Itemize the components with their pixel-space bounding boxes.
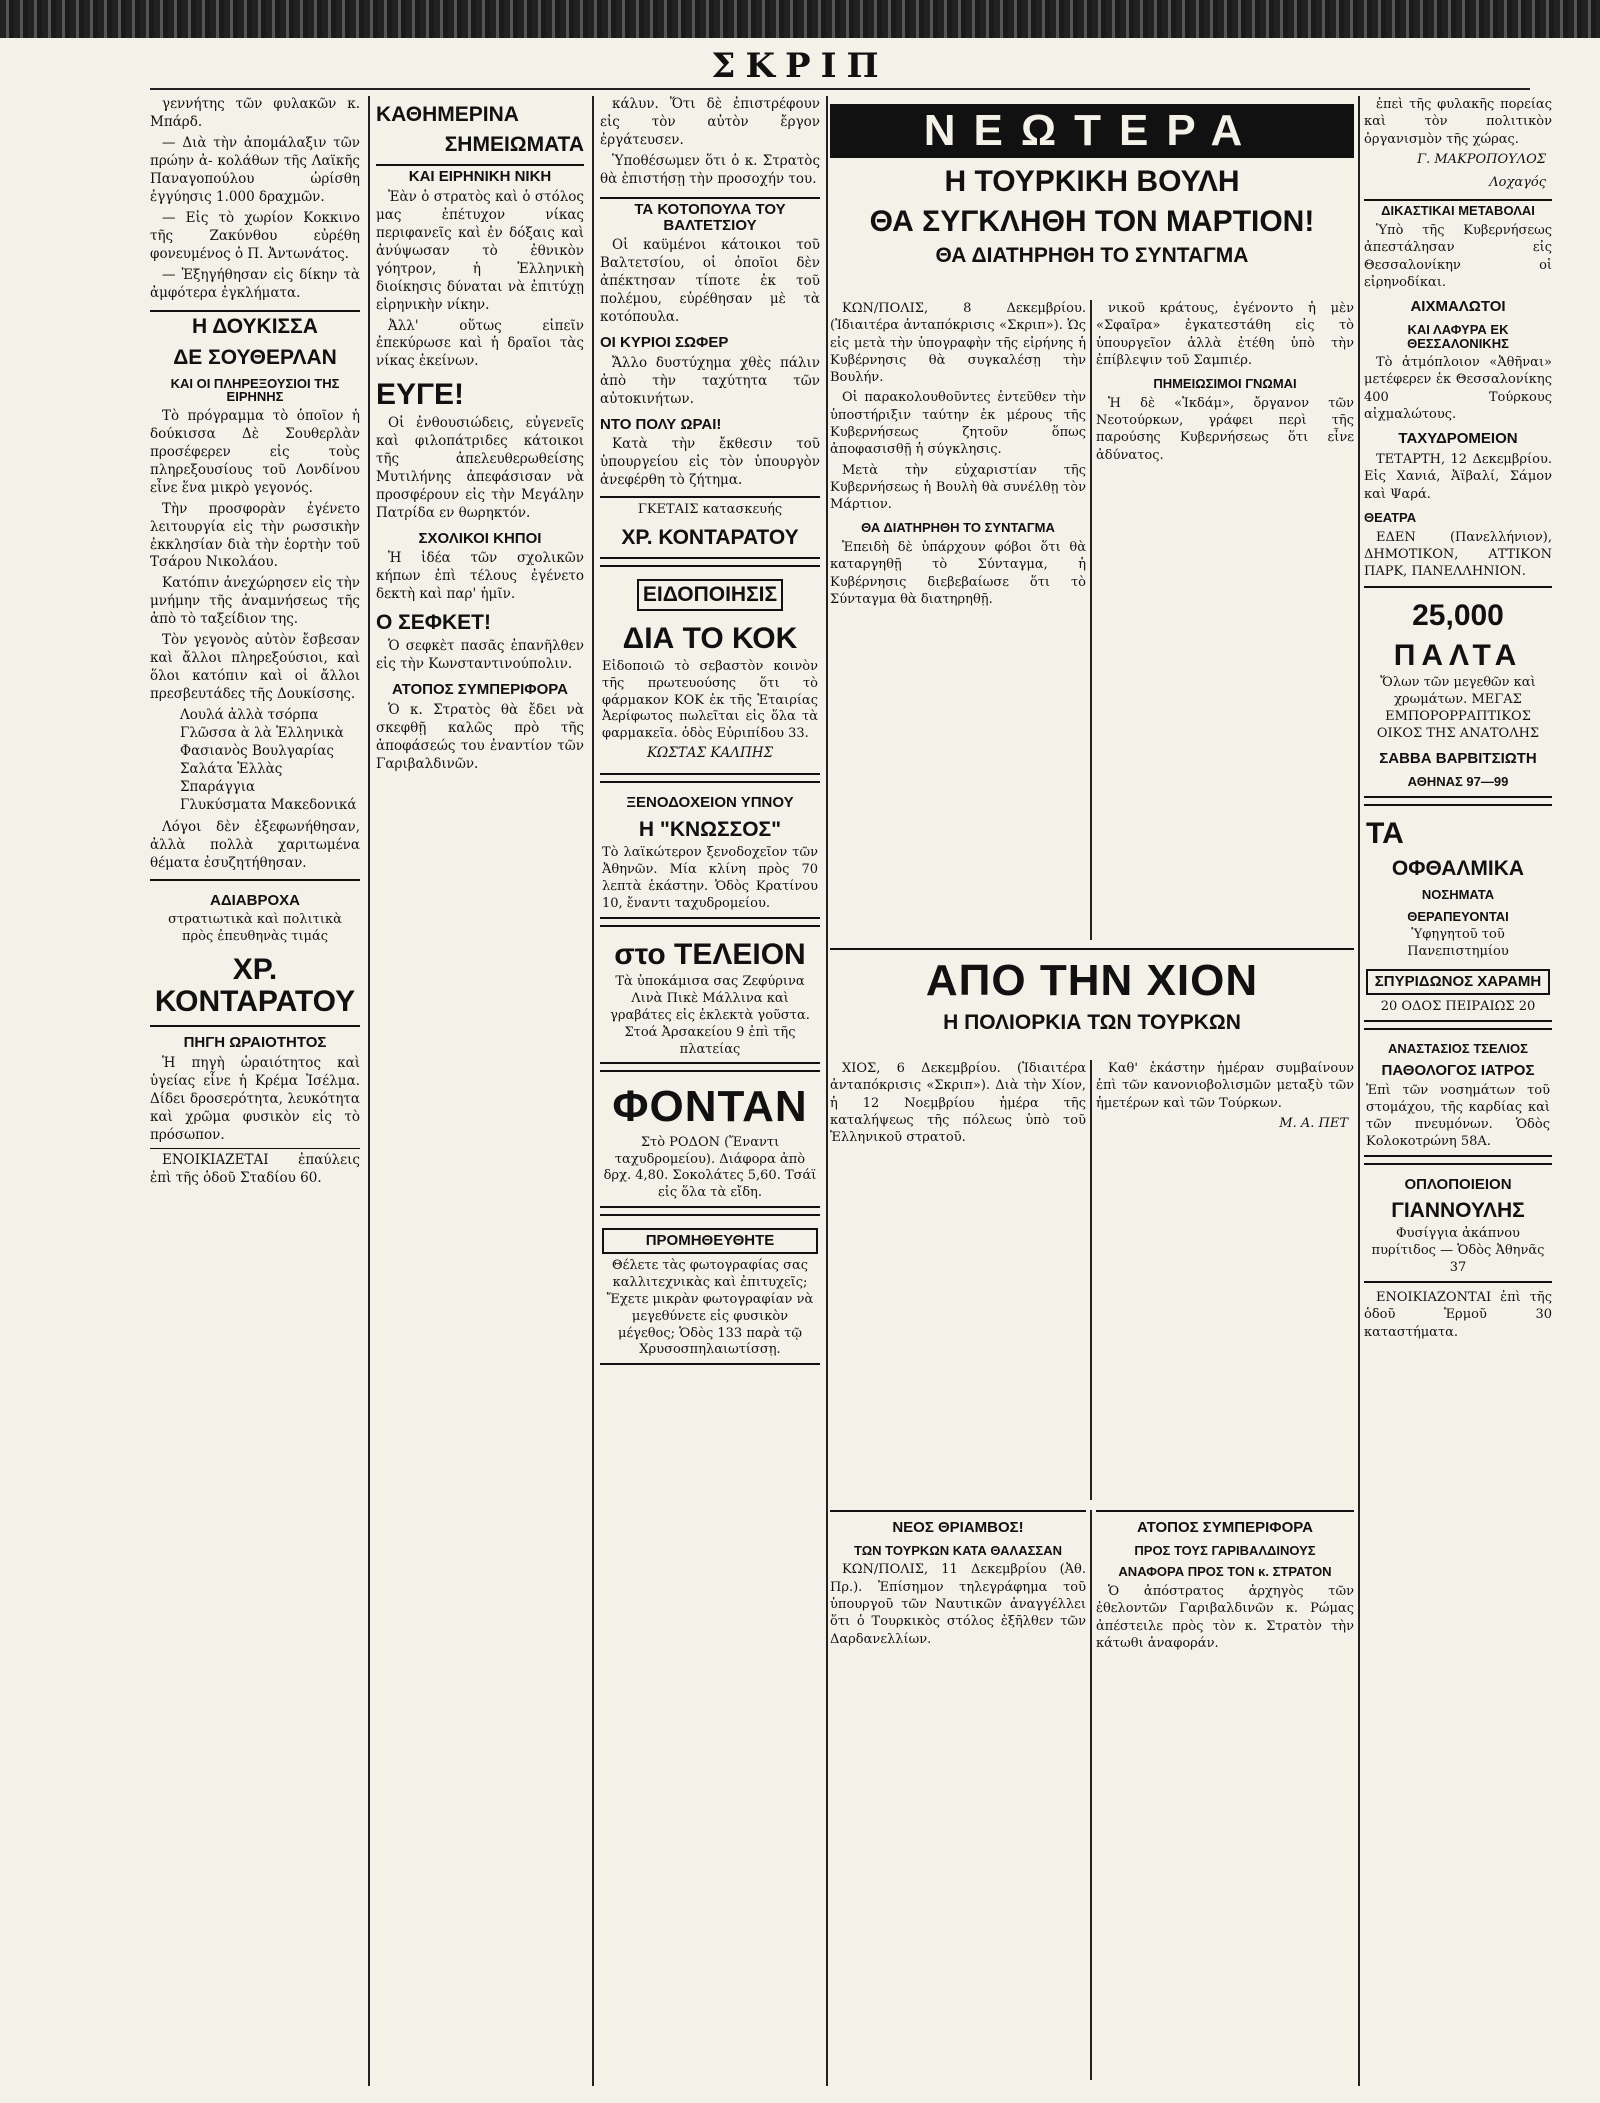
news-right-column	[1096, 300, 1354, 940]
ad-number: 25,000	[1412, 599, 1504, 633]
story-paragraph: Ἐὰν ὁ στρατὸς καὶ ὁ στόλος μας ἐπέτυχον νίκας περιφανεῖς καὶ ἐν δόξαις καὶ ἀνύψωσαν τὸ ἐθνικὸν γόητρον, ἡ Ἑλληνικὴ διοίκησις δύναται νὰ ἐπιτύχῃ εἰρηνικὴν νίκην.	[376, 188, 584, 313]
naval-story	[830, 1510, 1086, 2082]
story-paragraph: Ὑποθέσωμεν ὅτι ὁ κ. Στρατὸς θὰ ἐπιστήσῃ τὴν προσοχήν του.	[600, 152, 820, 187]
column-1	[150, 96, 360, 2086]
section-deck: ΚΑΙ ΛΑΦΥΡΑ ΕΚ ΘΕΣΣΑΛΟΝΙΚΗΣ	[1407, 321, 1509, 351]
chios-right	[1096, 1060, 1354, 1500]
section-deck: ΠΡΟΣ ΤΟΥΣ ΓΑΡΙΒΑΛΔΙΝΟΥΣ	[1134, 1542, 1316, 1558]
ad-text: Τὸ λαϊκώτερον ξενοδοχεῖον τῶν Ἀθηνῶν. Μία κλίνη πρὸς 70 λεπτὰ ἑκάστην. Ὁδὸς Κρατίνου 10, ἔναντι ταχυδρομείου.	[602, 844, 818, 911]
section-heading: ΟΙ ΚΥΡΙΟΙ ΣΩΦΕΡ	[600, 334, 729, 352]
section-heading: ΑΤΟΠΟΣ ΣΥΜΠΕΡΙΦΟΡΑ	[1136, 1519, 1314, 1536]
section-subdeck: ΑΝΑΦΟΡΑ ΠΡΟΣ ΤΟΝ κ. ΣΤΡΑΤΟΝ	[1118, 1564, 1332, 1580]
column-divider	[826, 96, 828, 2086]
column-divider	[368, 96, 370, 2086]
ad-text: Ὑφηγητοῦ τοῦ Πανεπιστημίου	[1407, 927, 1509, 960]
section-heading: ΣΧΟΛΙΚΟΙ ΚΗΠΟΙ	[418, 529, 542, 547]
story-paragraph: ΕΔΕΝ (Πανελλήνιον), ΔΗΜΟΤΙΚΟΝ, ΑΤΤΙΚΟΝ ΠΑΡΚ, ΠΑΝΕΛΛΗΝΙΟΝ.	[1364, 529, 1552, 580]
story-paragraph: Ὁ σεφκὲτ πασᾶς ἐπανῆλθεν εἰς τὴν Κωνσταντινούπολιν.	[376, 638, 584, 673]
section-heading: ΑΙΧΜΑΛΩΤΟΙ	[1410, 298, 1506, 316]
rental-notice: ΕΝΟΙΚΙΑΖΟΝΤΑΙ ἐπὶ τῆς ὁδοῦ Ἐρμοῦ 30 καταστήματα.	[1364, 1290, 1552, 1340]
eye-clinic-ad	[1364, 804, 1552, 1021]
story-paragraph: Λόγοι δὲν ἐξεφωνήθησαν, ἀλλὰ πολλὰ χαριτωμένα θέματα ἐσυζητήθησαν.	[150, 818, 360, 871]
ad-brand: ΓΙΑΝΝΟΥΛΗΣ	[1391, 1199, 1525, 1223]
story-paragraph: Μετὰ τὴν εὐχαριστίαν τῆς Κυβερνήσεως ἡ Βουλὴ θὰ συνέλθῃ τὸν Μάρτιον.	[830, 462, 1086, 513]
news-item: — Διὰ τὴν ἀπομάλαξιν τῶν πρώην ἀ- κολάθων τῆς Λαϊκῆς Παναγοπούλου ὡρίσθη ἐγγύησις 1.000 δραχμῶν.	[150, 134, 360, 205]
ad-title: ΠΑΘΟΛΟΓΟΣ ΙΑΤΡΟΣ	[1381, 1062, 1535, 1080]
story-paragraph: Καθ' ἑκάστην ἡμέραν συμβαίνουν ἐπὶ τῶν κανονιοβολισμῶν μεταξὺ τῶν ἡμετέρων καὶ τῶν Τούρκων.	[1096, 1061, 1354, 1111]
section-heading: ΘΑ ΔΙΑΤΗΡΗΘΗ ΤΟ ΣΥΝΤΑΓΜΑ	[861, 520, 1055, 536]
ad-text: Στὸ ΡΟΔΟΝ (Ἔναντι ταχυδρομείου). Διάφορα ἀπὸ δρχ. 4,80. Σοκολάτες 5,60. Τσάϊ εἰς ὅλα τὰ εἴδη.	[603, 1134, 817, 1201]
rental-notice: ΕΝΟΙΚΙΑΖΕΤΑΙ ἐπαύλεις ἐπὶ τῆς ὁδοῦ Σταδίου 60.	[150, 1148, 360, 1188]
ad-title: ΠΡΟΜΗΘΕΥΘΗΤΕ	[602, 1228, 818, 1254]
duchess-deck: ΚΑΙ ΟΙ ΠΛΗΡΕΞΟΥΣΙΟΙ ΤΗΣ ΕΙΡΗΝΗΣ	[170, 375, 340, 405]
story-paragraph: Τὸ πρόγραμμα τὸ ὁποῖον ἡ δούκισσα Δὲ Σουθερλὰν προσέφερεν εἰς τοὺς πληρεξουσίους τοῦ Λονδίνου εἶνε ἕνα μικρὸ γεγονός.	[150, 407, 360, 496]
author-signature: Γ. ΜΑΚΡΟΠΟΥΛΟΣ	[1417, 151, 1546, 167]
story-paragraph: Ἄλλο δυστύχημα χθὲς πάλιν ἀπὸ τὴν ταχύτητα τῶν αὐτοκινήτων.	[600, 354, 820, 407]
story-paragraph: Ὁ ἀπόστρατος ἀρχηγὸς τῶν ἐθελοντῶν Γαριβαλδινῶν κ. Ρώμας ἀπέστειλε πρὸς τὸν κ. Στρατὸν τὴν κάτωθι ἀναφοράν.	[1096, 1584, 1354, 1651]
news-item: — Ἐξηγήθησαν εἰς δίκην τὰ ἀμφότερα ἐγκλήματα.	[150, 266, 360, 301]
story-paragraph: ἐπεὶ τῆς φυλακῆς πορείας καὶ τὸν πολιτικὸν ὀργανισμὸν τῆς χώρας.	[1364, 97, 1552, 147]
story-paragraph: Τὸ ἀτμόπλοιον «Ἀθῆναι» μετέφερεν ἐκ Θεσσαλονίκης 400 Τούρκους αἰχμαλώτους.	[1364, 355, 1552, 423]
news-block	[830, 96, 1354, 271]
coats-ad	[1364, 586, 1552, 798]
section-heading: ΑΤΟΠΟΣ ΣΥΜΠΕΡΙΦΟΡΑ	[391, 681, 569, 699]
ad-text: Ἐπὶ τῶν νοσημάτων τοῦ στομάχου, τῆς καρδίας καὶ τῶν πνευμόνων. Ὁδὸς Κολοκοτρώνη 58Α.	[1366, 1083, 1550, 1149]
section-heading: ΤΑ ΚΟΤΟΠΟΥΛΑ ΤΟΥ ΒΑΛΤΕΤΣΙΟΥ	[600, 197, 820, 234]
section-heading: ΠΗΜΕΙΩΣΙΜΟΙ ΓΝΩΜΑΙ	[1153, 376, 1297, 392]
section-heading: ΔΙΚΑΣΤΙΚΑΙ ΜΕΤΑΒΟΛΑΙ	[1364, 199, 1552, 218]
story-paragraph: Ἡ ἰδέα τῶν σχολικῶν κήπων ἐπὶ τέλους ἐγένετο δεκτὴ καὶ παρ' ἡμῖν.	[376, 550, 584, 603]
column-3	[600, 96, 820, 2086]
story-paragraph: Ἀλλ' οὕτως εἰπεῖν ἐπεκύρωσε καὶ ἡ δραῖοι τὰς νίκας ἐκείνων.	[376, 317, 584, 370]
section-heading: ΤΑΧΥΔΡΟΜΕΙΟΝ	[1398, 430, 1518, 448]
beauty-ad-text: Ἡ πηγὴ ὡραιότητος καὶ ὑγείας εἶνε ἡ Κρέμα Ἰσέλμα. Δίδει δροσερότητα, λευκότητα καὶ χρῶμα φυσικὸν εἰς τὸ πρόσωπον.	[150, 1054, 360, 1143]
main-headline-2: ΘΑ ΣΥΓΚΛΗΘΗ ΤΟΝ ΜΑΡΤΙΟΝ!	[869, 204, 1315, 238]
chios-headline: ΑΠΟ ΤΗΝ ΧΙΟΝ	[925, 956, 1259, 1005]
story-paragraph: Ἡ δὲ «Ἰκδάμ», ὄργανον τῶν Νεοτούρκων, γράφει περὶ τῆς παρούσης Κυβερνήσεως ὅτι εἶνε ἀδύνατος.	[1096, 395, 1354, 463]
menu-list	[150, 707, 360, 815]
scan-top-edge	[0, 0, 1600, 38]
news-item: γεννήτης τῶν φυλακῶν κ. Μπάρδ.	[150, 96, 360, 130]
ad-signature: ΚΩΣΤΑΣ ΚΑΛΠΗΣ	[646, 745, 774, 762]
ad-title-2: ΟΦΘΑΛΜΙΚΑ	[1391, 856, 1525, 880]
ad-text: Φυσίγγια ἀκάπνου πυρίτιδος — Ὁδὸς Ἀθηνᾶς 37	[1371, 1226, 1545, 1276]
section-heading: ΝΤΟ ΠΟΛΥ ΩΡΑΙ!	[600, 415, 722, 433]
teleion-ad	[600, 925, 820, 1065]
column-divider	[592, 96, 594, 2086]
menu-item: Φασιανὸς Βουλγαρίας	[180, 743, 334, 760]
section-heading: ΝΕΟΣ ΘΡΙΑΜΒΟΣ!	[892, 1519, 1024, 1536]
author-rank: Λοχαγός	[1489, 175, 1546, 191]
ad-address: ΑΘΗΝΑΣ 97—99	[1407, 773, 1509, 789]
duchess-headline: Η ΔΟΥΚΙΣΣΑ	[150, 310, 360, 338]
ad-title: ΕΙΔΟΠΟΙΗΣΙΣ	[637, 579, 783, 611]
chios-deck: Η ΠΟΛΙΟΡΚΙΑ ΤΩΝ ΤΟΥΡΚΩΝ	[943, 1011, 1241, 1035]
masthead: ΣΚΡΙΠ	[711, 46, 889, 86]
story-paragraph: Κατὰ τὴν ἔκθεσιν τοῦ ὑπουργείου εἰς τὸν ὑπουργὸν ἀνεφέρθη τὸ ζήτημα.	[600, 436, 820, 489]
ad-title: ΑΔΙΑΒΡΟΧΑ	[210, 891, 300, 909]
daily-banner: ΚΑΘΗΜΕΡΙΝΑ	[376, 103, 519, 126]
kontaratos-ad	[600, 496, 820, 559]
news-banner: ΝΕΩΤΕΡΑ	[830, 104, 1354, 158]
ad-title-4: ΘΕΡΑΠΕΥΟΝΤΑΙ	[1407, 908, 1509, 924]
column-divider	[1090, 1060, 1092, 1500]
column-2	[376, 96, 584, 2086]
section-heading: ΕΥΓΕ!	[376, 378, 465, 412]
story-paragraph: ΚΩΝ/ΠΟΛΙΣ, 8 Δεκεμβρίου. (Ἰδιαιτέρα ἀνταπόκρισις «Σκριπ»). Ὡς εἰς μετὰ τὴν ὑπογραφὴν τῆς εἰρήνης ἡ Κυβέρνησις θὰ συγκαλέσῃ τὴν Βουλήν.	[830, 301, 1086, 386]
ad-text: Θέλετε τὰς φωτογραφίας σας καλλιτεχνικὰς καὶ ἐπιτυχεῖς; Ἔχετε μικρὰν φωτογραφίαν νὰ μεγεθύνετε εἰς φυσικὸν μέγεθος; Ὁδὸς 133 παρὰ τῷ Χρυσοσπηλαιωτίσσῃ.	[606, 1257, 814, 1358]
story-paragraph: Κατόπιν ἀνεχώρησεν εἰς τὴν μνήμην τῆς ἀναμνήσεως τῆς ἀπὸ τὸ ταξείδιον της.	[150, 575, 360, 628]
author-signature: Μ. Α. ΠΕΤ	[1279, 1115, 1348, 1131]
ad-subtitle: Η "ΚΝΩΣΣΟΣ"	[638, 817, 782, 841]
raincoat-ad	[150, 879, 360, 1028]
story-paragraph: κάλυν. Ὅτι δὲ ἐπιστρέφουν εἰς τὸν αὐτὸν ἔργον ἐργάτευσεν.	[600, 96, 820, 148]
beauty-ad-title: ΠΗΓΗ ΩΡΑΙΟΤΗΤΟΣ	[183, 1034, 327, 1052]
column-divider	[1090, 300, 1092, 940]
fondant-ad	[600, 1070, 820, 1208]
ad-subtitle: ΔΙΑ ΤΟ ΚΟΚ	[622, 622, 798, 656]
masthead-rule	[150, 88, 1530, 90]
ad-title: ΠΑΛΤΑ	[1393, 638, 1523, 672]
ad-title: ΦΟΝΤΑΝ	[612, 1082, 808, 1132]
story-paragraph: ΤΕΤΑΡΤΗ, 12 Δεκεμβρίου. Εἰς Χανιά, Ἀϊβαλί, Σάμον καὶ Ψαρά.	[1364, 452, 1552, 502]
ad-brand: ΧΡ. ΚΟΝΤΑΡΑΤΟΥ	[621, 526, 799, 550]
ad-brand: ΣΠΥΡΙΔΩΝΟΣ ΧΑΡΑΜΗ	[1366, 969, 1550, 995]
ad-brand: ΣΑΒΒΑ ΒΑΡΒΙΤΣΙΩΤΗ	[1379, 749, 1537, 767]
ad-brand: ΑΝΑΣΤΑΣΙΟΣ ΤΣΕΛΙΟΣ	[1388, 1040, 1528, 1056]
gunsmith-ad	[1364, 1163, 1552, 1283]
ad-text: Τὰ ὑποκάμισα σας Ζεφύρινα Λινὰ Πικὲ Μάλλινα καὶ γραβάτες εἰς ἐκλεκτὰ γοῦστα. Στοά Ἀρσακείου 9 ἐπὶ τῆς πλατείας	[610, 974, 810, 1057]
ad-title: ΟΠΛΟΠΟΙΕΙΟΝ	[1404, 1175, 1512, 1193]
knossos-hotel-ad	[600, 781, 820, 918]
story-paragraph: Τὴν προσφορὰν ἐγένετο λειτουργία εἰς τὴν ρωσσικὴν ἐκκλησίαν διὰ τὴν ἑορτὴν τοῦ Τσάρου Νικολάου.	[150, 500, 360, 571]
chios-block	[830, 948, 1354, 1038]
ad-title: ΤΑ	[1366, 817, 1404, 851]
menu-item: Γλῶσσα ὰ λὰ Ἑλληνικὰ	[180, 725, 344, 742]
story-paragraph: ΧΙΟΣ, 6 Δεκεμβρίου. (Ἰδιαιτέρα ἀνταπόκρισις «Σκριπ»). Διὰ τὴν Χίον, ἡ 12 Νοεμβρίου ἡμέρα τῆς καταλήψεως τῆς πόλεως ὑπὸ τοῦ Ἑλληνικοῦ στρατοῦ.	[830, 1061, 1086, 1146]
ad-address: 20 ΟΔΟΣ ΠΕΙΡΑΙΩΣ 20	[1380, 998, 1536, 1014]
story-paragraph: Οἱ παρακολουθοῦντες ἐντεῦθεν τὴν ὑποστήριξιν ταύτην ἐκ μέρους τῆς Κυβερνήσεως ζητοῦν ὅπως ἀποφασισθῇ ἡ σύγκλησις.	[830, 390, 1086, 458]
column-divider	[1358, 96, 1360, 2086]
menu-item: Γλυκύσματα Μακεδονικά	[180, 796, 357, 813]
duchess-subheadline: ΔΕ ΣΟΥΘΕΡΛΑΝ	[173, 345, 337, 369]
ad-title: ΞΕΝΟΔΟΧΕΙΟΝ ΥΠΝΟΥ	[626, 794, 794, 812]
ad-text: στρατιωτικὰ καὶ πολιτικὰ πρὸς ἐπευθηνὰς τιμάς	[168, 912, 342, 945]
menu-item: Λουλά ἀλλὰ τσόρπα	[180, 707, 319, 724]
ad-title: στο ΤΕΛΕΙΟΝ	[614, 937, 806, 971]
section-heading: ΘΕΑΤΡΑ	[1364, 509, 1417, 525]
news-left-column	[830, 300, 1086, 940]
notes-banner: ΣΗΜΕΙΩΜΑΤΑ	[444, 133, 584, 157]
story-paragraph: Οἱ ἐνθουσιώδεις, εὐγενεῖς καὶ φιλοπάτριδες κάτοικοι τῆς ἀπελευθερωθείσης Μυτιλήνης ἀπεφάσισαν νὰ προσφέρουν εἰς τὴν Μεγάλην Πατρίδα εν θωρηκτόν.	[376, 414, 584, 521]
menu-item: Σπαράγγια	[180, 778, 256, 795]
ad-text: Ὅλων τῶν μεγεθῶν καὶ χρωμάτων. ΜΕΓΑΣ ΕΜΠΟΡΟΡΡΑΠΤΙΚΟΣ ΟΙΚΟΣ ΤΗΣ ΑΝΑΤΟΛΗΣ	[1376, 675, 1540, 742]
story-paragraph: Ὑπὸ τῆς Κυβερνήσεως ἀπεστάλησαν εἰς Θεσσαλονίκην οἱ εἰρηνοδίκαι.	[1364, 223, 1552, 290]
photo-ad	[600, 1214, 820, 1365]
main-deck: ΘΑ ΔΙΑΤΗΡΗΘΗ ΤΟ ΣΥΝΤΑΓΜΑ	[935, 244, 1249, 268]
chios-left	[830, 1060, 1086, 1500]
doctor-ad	[1364, 1028, 1552, 1157]
main-headline: Η ΤΟΥΡΚΙΚΗ ΒΟΥΛΗ	[944, 165, 1240, 199]
ad-title-3: ΝΟΣΗΜΑΤΑ	[1421, 886, 1495, 902]
column-divider	[1090, 1510, 1092, 2080]
column-5	[1364, 96, 1552, 2086]
story-paragraph: Τὸν γεγονὸς αὐτὸν ἔσβεσαν καὶ ἄλλοι πληρεξούσιοι, καὶ ὅλοι κατόπιν καὶ οἱ ἄλλοι πρεσβευτάδες τῆς Δουκίσσης.	[150, 632, 360, 703]
news-item: — Εἰς τὸ χωρίον Κοκκινο τῆς Ζακύνθου εὐρέθη φονευμένος ὁ Π. Ἀντωνάτος.	[150, 209, 360, 262]
kok-notice	[600, 565, 820, 775]
section-heading: ΚΑΙ ΕΙΡΗΝΙΚΗ ΝΙΚΗ	[376, 164, 584, 185]
garibaldi-story	[1096, 1510, 1354, 2082]
ad-brand: ΧΡ. ΚΟΝΤΑΡΑΤΟΥ	[154, 953, 356, 1018]
story-paragraph: νικοῦ κράτους, ἐγένοντο ἡ μὲν «Σφαῖρα» ἐγκατεστάθη εἰς τὸ ὑπουργεῖον ἀλλὰ ἐτέθη ὑπὸ τὴν ἐπίβλεψιν τοῦ Σαμπιέρ.	[1096, 301, 1354, 368]
ad-text: Εἰδοποιῶ τὸ σεβαστὸν κοινὸν τῆς πρωτευούσης ὅτι τὸ φάρμακον ΚΟΚ ἐκ τῆς Ἑταιρίας Ἀερίφωτος πωλεῖται εἰς ὅλα τὰ φαρμακεῖα. ὁδὸς Εὐριπίδου 33.	[602, 658, 818, 742]
section-deck: ΤΩΝ ΤΟΥΡΚΩΝ ΚΑΤΑ ΘΑΛΑΣΣΑΝ	[854, 1542, 1062, 1558]
story-paragraph: Ὁ κ. Στρατὸς θὰ ἔδει νὰ σκεφθῇ καλῶς πρὸ τῆς ἀποφάσεώς του ἐναντίον τῶν Γαριβαλδινῶν.	[376, 701, 584, 772]
ad-text: ΓΚΕΤΑΙΣ κατασκευής	[637, 502, 783, 518]
menu-item: Σαλάτα Ἑλλὰς	[180, 760, 283, 777]
story-paragraph: ΚΩΝ/ΠΟΛΙΣ, 11 Δεκεμβρίου (Ἀθ. Πρ.). Ἐπίσημον τηλεγράφημα τοῦ ὑπουργοῦ τῶν Ναυτικῶν ἀναγγέλλει ὅτι ὁ Τουρκικὸς στόλος ἐξῆλθεν τῶν Δαρδανελλίων.	[830, 1562, 1086, 1647]
story-paragraph: Ἐπειδὴ δὲ ὑπάρχουν φόβοι ὅτι θὰ καταργηθῇ τὸ Σύνταγμα, ἡ Κυβέρνησις διεβεβαίωσε ὅτι τὸ Σύνταγμα θὰ διατηρηθῇ.	[830, 540, 1086, 607]
story-paragraph: Οἱ καϋμένοι κάτοικοι τοῦ Βαλτετσίου, οἱ ὁποῖοι δὲν ἀπέκτησαν τίποτε ἐκ τοῦ πολέμου, εὐρέθησαν μὲ τὰ κοτόπουλα.	[600, 237, 820, 326]
section-heading: Ο ΣΕΦΚΕΤ!	[376, 611, 492, 635]
